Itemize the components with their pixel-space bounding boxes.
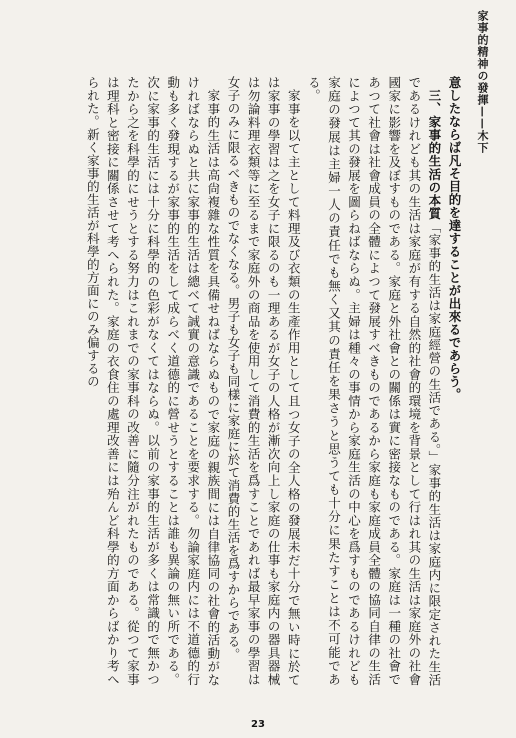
paragraph-2 xyxy=(303,76,444,686)
section-heading: 三、家事的生活の本質 xyxy=(426,88,442,220)
page-number: 23 xyxy=(251,719,265,730)
running-header: 家事的精神の發揮——木下 xyxy=(476,10,489,154)
paragraph-4: 家事的生活は高尙複雜な性質を具備せねばならぬもので家庭の親族間には自律協同の社會的活動がなければならぬと共に家事的生活は總べて誠實の意識であることを要求する。勿論家庭内には不道德的行動も多く發現するが家事的生活をして成らべく道德的に營せうとすることは誰も異論の無い所である。次に家事的生活には十分に科學的の色彩がなくてはならぬ。以前の家事的生活が多くは常識的で無かつたから之を科學的にせうとする努力はこれまでの家事科の改善に隨分注がれたものである。從つて家事は理科と密接に關係させて考へられた。家庭の衣食住の處理改善には殆んど科學的方面からばかり考へられた。新く家事的生活が科學的方面にのみ偏するの xyxy=(85,76,221,686)
paragraph-1: 意したならば凡そ目的を達することが出來るであらう。 xyxy=(447,76,462,401)
paragraph-2-text: 「家事的生活は家庭經營の生活である。」家事的生活は家庭内に限定された生活であるけれども其の生活は家庭が有する自然的社會的環境を背景として行はれ其の生活は家庭外の社會國家に影響を及ぼすものである。家庭と外社會との關係は實に密接なものである。家庭は一種の社會であつて社會は社會成員の全體によつて發展すべきものであるから家庭も家庭成員全體の協同自律の生活によつて其の發展を圖らねばならぬ。主婦は種々の事情から家庭生活の中心を爲すものであるけれども家庭の發展は主婦一人の責任でも無く又其の責任を果さうと思うても十分に果たすことは不可能である。 xyxy=(306,76,442,686)
paragraph-3: 家事を以て主として料理及び衣類の生產作用として且つ女子の全人格の發展未だ十分で無い時に於ては家事の學習は之を女子に限るのも一理あるが女子の人格が漸次向上し家庭の仕事も家庭内の器具器械は勿論料理衣類等に至るまで家庭外の商品を使用して消費的生活を爲すことであれば最早家事の學習は女子のみに限るべきものでなくなる。男子も女子も同樣に家庭に於て消費的生活を爲すからである。 xyxy=(225,76,302,686)
body-text xyxy=(40,76,464,686)
